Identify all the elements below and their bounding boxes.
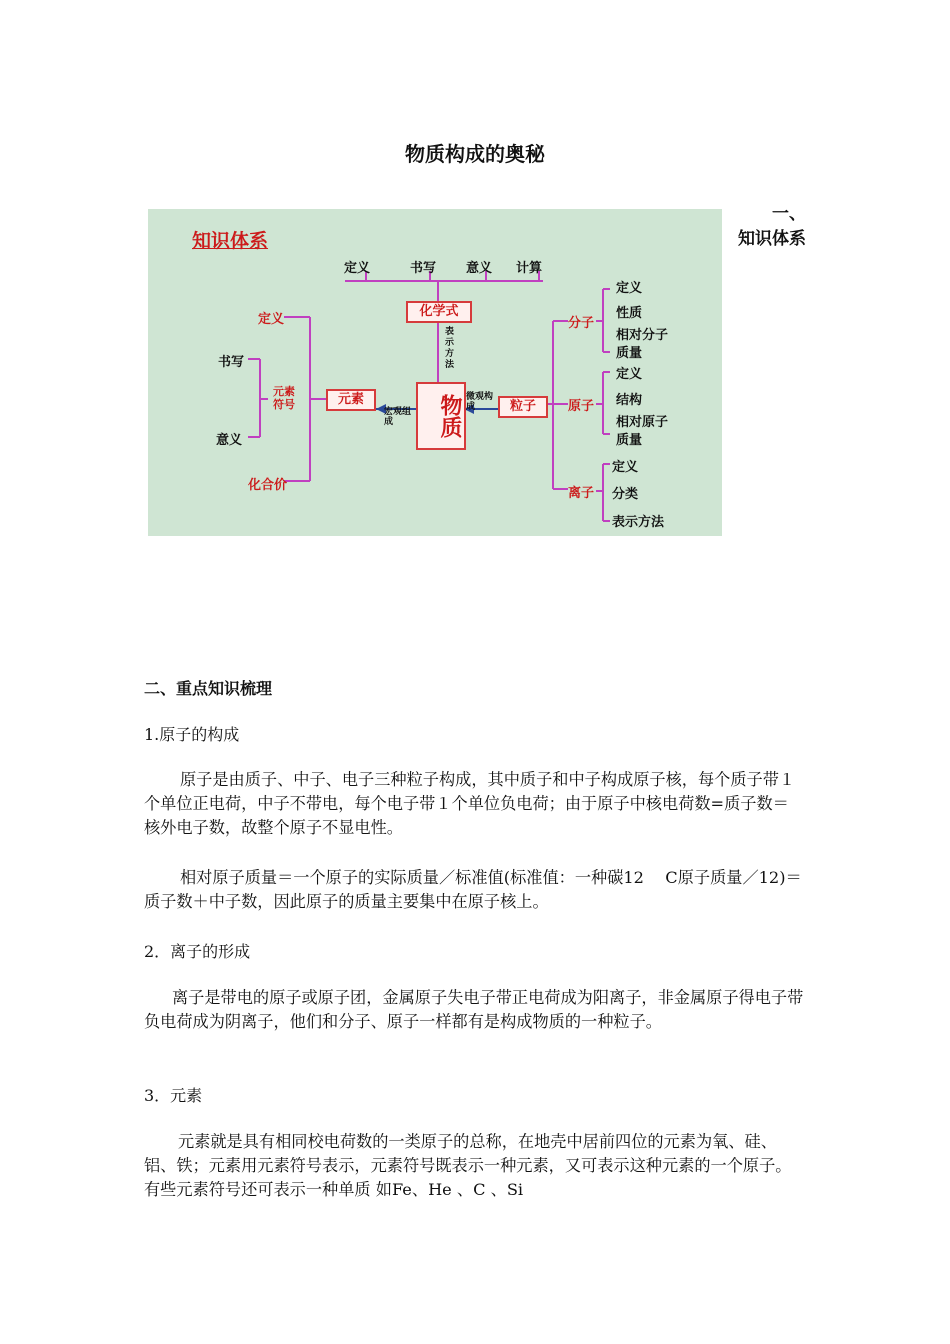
left-writing: 书写 bbox=[218, 355, 245, 370]
paragraph-atom-structure: 原子是由质子、中子、电子三种粒子构成，其中质子和中子构成原子核，每个质子带１个单位正电荷，中子不带电，每个电子带１个单位负电荷；由于原子中核电荷数=质子数＝核外电子数，故整个原子不显电性。 bbox=[144, 770, 796, 837]
valence-label: 化合价 bbox=[248, 478, 288, 493]
subheading-ion-formation: 2．离子的形成 bbox=[144, 942, 251, 961]
ion-item-definition: 定义 bbox=[612, 460, 639, 475]
subheading-element: 3．元素 bbox=[144, 1086, 203, 1105]
atom-item-mass: 相对原子质量 bbox=[616, 415, 669, 448]
ion-label: 离子 bbox=[568, 486, 595, 501]
particle-box: 粒子 bbox=[498, 396, 548, 418]
paragraph-ion-formation: 离子是带电的原子或原子团，金属原子失电子带正电荷成为阳离子，非金属原子得电子带负电荷成为阴离子，他们和分子、原子一样都有是构成物质的一种粒子。 bbox=[144, 988, 804, 1031]
top-item-writing: 书写 bbox=[410, 261, 437, 276]
left-definition: 定义 bbox=[258, 312, 285, 327]
atom-item-structure: 结构 bbox=[616, 393, 643, 408]
diagram-heading: 知识体系 bbox=[192, 230, 269, 252]
paragraph-relative-mass: 相对原子质量＝一个原子的实际质量／标准值(标准值：一种碳12 C原子质量／12)＝质子数＋中子数，因此原子的质量主要集中在原子核上。 bbox=[144, 868, 802, 911]
section-1-number: 一、 bbox=[772, 204, 806, 224]
page-title: 物质构成的奥秘 bbox=[405, 142, 545, 166]
top-item-definition: 定义 bbox=[344, 261, 371, 276]
section-1-heading bbox=[738, 202, 806, 252]
paragraph-element: 元素就是具有相同校电荷数的一类原子的总称，在地壳中居前四位的元素为氧、硅、铝、铁；元素用元素符号表示，元素符号既表示一种元素，又可表示这种元素的一个原子。有些元素符号还可表示一种单质 如Fe、He 、C 、Si bbox=[144, 1132, 792, 1199]
macro-composition-label: 宏观组成 bbox=[384, 407, 412, 427]
top-item-calculation: 计算 bbox=[516, 261, 543, 276]
element-box: 元素 bbox=[326, 389, 376, 411]
micro-structure-label: 微观构成 bbox=[466, 392, 494, 412]
molecule-item-mass: 相对分子质量 bbox=[616, 328, 669, 361]
molecule-label: 分子 bbox=[568, 316, 595, 331]
subheading-atom-structure: 1.原子的构成 bbox=[144, 725, 240, 744]
formula-box: 化学式 bbox=[406, 301, 472, 323]
section-1-title: 知识体系 bbox=[738, 229, 806, 249]
section-2-heading: 二、重点知识梳理 bbox=[144, 679, 273, 698]
element-symbol-label: 元素符号 bbox=[273, 385, 295, 411]
ion-item-classification: 分类 bbox=[612, 487, 639, 502]
knowledge-diagram bbox=[148, 209, 722, 536]
ion-item-representation: 表示方法 bbox=[612, 515, 665, 530]
atom-item-definition: 定义 bbox=[616, 367, 643, 382]
representation-label: 表示方法 bbox=[445, 327, 455, 370]
atom-label: 原子 bbox=[568, 399, 595, 414]
substance-center-box: 物质 bbox=[416, 382, 466, 450]
molecule-item-definition: 定义 bbox=[616, 281, 643, 296]
molecule-item-property: 性质 bbox=[616, 306, 643, 321]
left-meaning: 意义 bbox=[216, 433, 243, 448]
top-item-meaning: 意义 bbox=[466, 261, 493, 276]
